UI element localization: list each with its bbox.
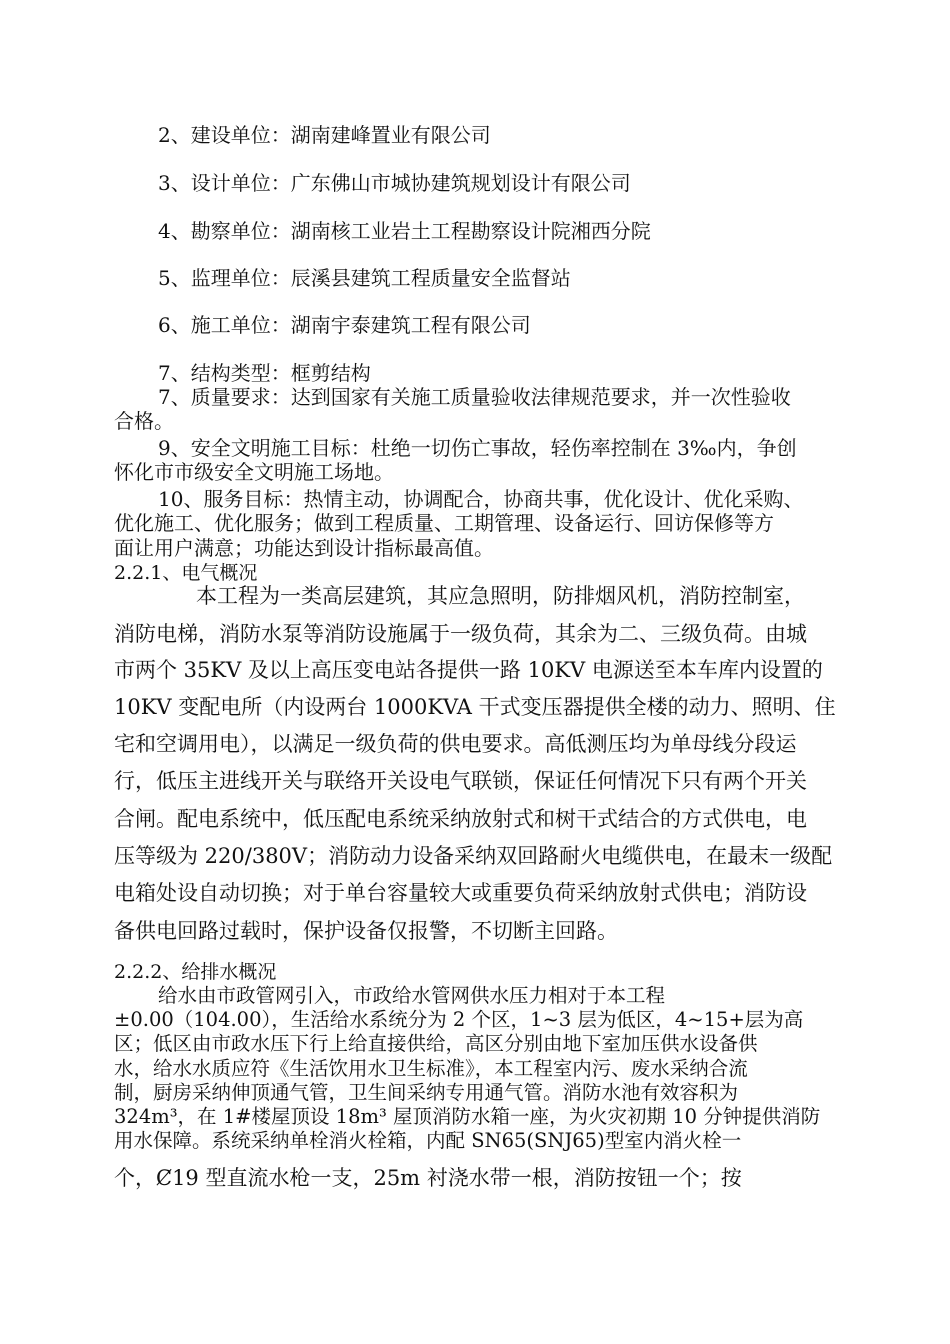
water-paragraph-line: 水，给水水质应符《生活饮用水卫生标准》，本工程室内污、废水采纳合流 — [114, 1057, 748, 1080]
quality-requirement: 7、质量要求：达到国家有关施工质量验收法律规范要求，并一次性验收 — [158, 385, 791, 409]
item-contractor-unit: 6、施工单位：湖南宇泰建筑工程有限公司 — [158, 313, 531, 337]
service-goal-cont-1: 优化施工、优化服务；做到工程质量、工期管理、设备运行、回访保修等方 — [114, 511, 774, 535]
service-goal: 10、服务目标：热情主动，协调配合，协商共事，优化设计、优化采购、 — [158, 487, 804, 511]
electrical-paragraph-line: 消防电梯，消防水泵等消防设施属于一级负荷，其余为二、三级负荷。由城 — [114, 622, 807, 646]
item-design-unit: 3、设计单位：广东佛山市城协建筑规划设计有限公司 — [158, 171, 631, 195]
service-goal-cont-2: 面让用户满意；功能达到设计指标最高值。 — [114, 536, 494, 560]
electrical-paragraph-line: 市两个 35KV 及以上高压变电站各提供一路 10KV 电源送至本车库内设置的 — [114, 658, 823, 682]
water-paragraph-line: 324m³，在 1#楼屋顶设 18m³ 屋顶消防水箱一座，为火灾初期 10 分钟提供消防 — [114, 1105, 821, 1128]
section-heading-electrical: 2.2.1、电气概况 — [114, 562, 258, 584]
safety-goal: 9、安全文明施工目标：杜绝一切伤亡事故，轻伤率控制在 3‰内，争创 — [158, 436, 797, 460]
electrical-paragraph-line: 备供电回路过载时，保护设备仅报警，不切断主回路。 — [114, 919, 618, 943]
item-survey-unit: 4、勘察单位：湖南核工业岩土工程勘察设计院湘西分院 — [158, 219, 651, 243]
item-structure-type: 7、结构类型：框剪结构 — [158, 361, 371, 385]
item-construction-unit: 2、建设单位：湖南建峰置业有限公司 — [158, 123, 491, 147]
quality-requirement-cont: 合格。 — [114, 409, 174, 433]
water-paragraph-line: ±0.00（104.00），生活给水系统分为 2 个区，1~3 层为低区，4~15+层为高 — [114, 1008, 804, 1031]
electrical-paragraph-line: 10KV 变配电所（内设两台 1000KVA 干式变压器提供全楼的动力、照明、住 — [114, 695, 836, 719]
water-paragraph-line: 给水由市政管网引入，市政给水管网供水压力相对于本工程 — [158, 984, 666, 1007]
electrical-paragraph-line: 压等级为 220/380V；消防动力设备采纳双回路耐火电缆供电，在最末一级配 — [114, 844, 833, 868]
electrical-paragraph-line: 电箱处设自动切换；对于单台容量较大或重要负荷采纳放射式供电；消防设 — [114, 881, 807, 905]
water-paragraph-line: 个，Ȼ19 型直流水枪一支，25m 衬浇水带一根，消防按钮一个；按 — [114, 1166, 742, 1190]
safety-goal-cont: 怀化市市级安全文明施工场地。 — [114, 460, 394, 484]
water-paragraph-line: 区；低区由市政水压下行上给直接供给，高区分别由地下室加压供水设备供 — [114, 1032, 758, 1055]
electrical-paragraph-line: 宅和空调用电），以满足一级负荷的供电要求。高低测压均为单母线分段运 — [114, 732, 797, 756]
water-paragraph-line: 用水保障。系统采纳单栓消火栓箱，内配 SN65(SNJ65)型室内消火栓一 — [114, 1129, 742, 1152]
electrical-paragraph-line: 合闸。配电系统中，低压配电系统采纳放射式和树干式结合的方式供电，电 — [114, 807, 807, 831]
section-heading-water: 2.2.2、给排水概况 — [114, 961, 277, 983]
electrical-paragraph-line: 本工程为一类高层建筑，其应急照明，防排烟风机，消防控制室， — [196, 584, 805, 608]
item-supervision-unit: 5、监理单位：辰溪县建筑工程质量安全监督站 — [158, 266, 571, 290]
electrical-paragraph-line: 行，低压主进线开关与联络开关设电气联锁，保证任何情况下只有两个开关 — [114, 769, 807, 793]
water-paragraph-line: 制，厨房采纳伸顶通气管，卫生间采纳专用通气管。消防水池有效容积为 — [114, 1081, 739, 1104]
